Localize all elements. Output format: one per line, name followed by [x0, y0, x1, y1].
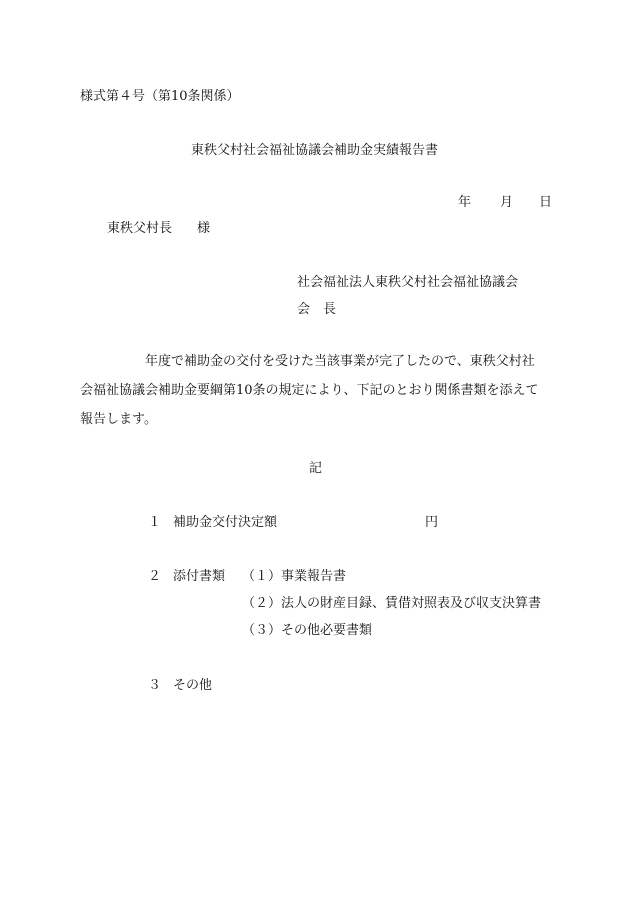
body-paragraph	[80, 347, 550, 434]
body-line: 年度で補助金の交付を受けた当該事業が完了したので、東秩父村社	[80, 354, 535, 369]
date-day-label: 日	[539, 195, 553, 210]
form-number: 様式第４号（第10条関係）	[80, 89, 240, 104]
body-line: 報告します。	[80, 412, 157, 427]
attachment-item: （２）法人の財産目録、賃借対照表及び収支決算書	[242, 596, 542, 611]
sender-organization: 社会福祉法人東秩父村社会福祉協議会	[297, 275, 519, 290]
item3-label: その他	[173, 678, 213, 693]
item1-unit: 円	[425, 515, 439, 530]
item1-number: １	[148, 515, 162, 530]
date-year-label: 年	[458, 195, 472, 210]
body-line: 会福祉協議会補助金要綱第10条の規定により、下記のとおり関係書類を添えて	[80, 383, 539, 398]
item2-number: ２	[148, 569, 162, 584]
ki-heading: 記	[309, 461, 323, 476]
item1-label: 補助金交付決定額	[173, 515, 278, 530]
document-title: 東秩父村社会福祉協議会補助金実績報告書	[191, 143, 439, 158]
attachment-item: （３）その他必要書類	[242, 623, 373, 638]
sender-title: 会 長	[297, 302, 337, 317]
item3-number: ３	[148, 678, 162, 693]
addressee-name: 東秩父村長	[107, 221, 173, 236]
attachment-item: （１）事業報告書	[242, 569, 347, 584]
item2-label: 添付書類	[173, 569, 226, 584]
date-month-label: 月	[500, 195, 514, 210]
addressee-honorific: 様	[197, 221, 211, 236]
